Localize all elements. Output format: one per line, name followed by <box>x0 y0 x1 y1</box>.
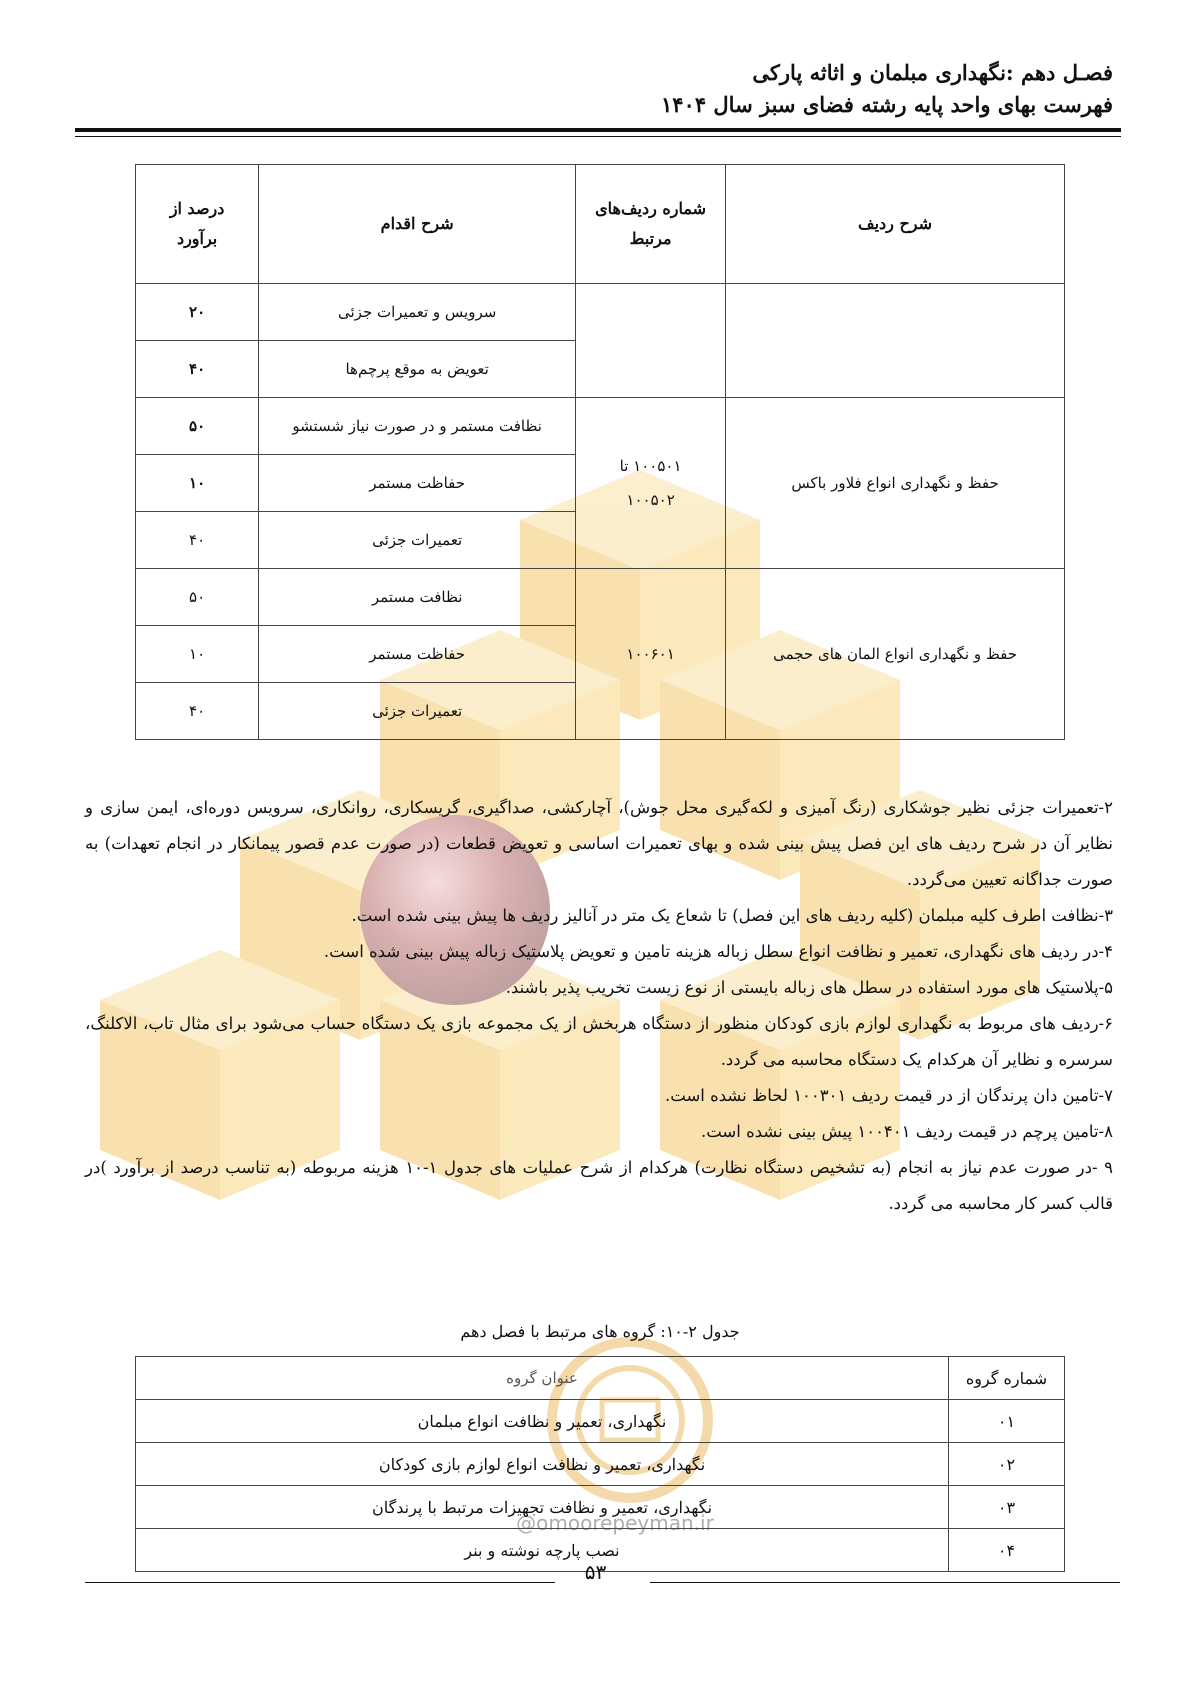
group-title: نگهداری، تعمیر و نظافت انواع مبلمان <box>136 1400 949 1443</box>
percent-cell: ۴۰ <box>136 341 259 398</box>
watermark-text: @omoorepeyman.ir <box>516 1511 714 1535</box>
chapter-title: فصـل دهم :نگهداری مبلمان و اثاثه پارکی <box>752 60 1113 85</box>
action-cell: تعمیرات جزئی <box>259 512 576 569</box>
group-title: نگهداری، تعمیر و نظافت انواع لوازم بازی کودکان <box>136 1443 949 1486</box>
note-7: ۷-تامین دان پرندگان از در قیمت ردیف ۱۰۰۳۰۱ لحاظ نشده است. <box>665 1086 1113 1105</box>
note-8: ۸-تامین پرچم در قیمت ردیف ۱۰۰۴۰۱ پیش بینی نشده است. <box>700 1122 1113 1141</box>
note-2: ۲-تعمیرات جزئی نظیر جوشکاری (رنگ آمیزی و لکه‌گیری محل جوش)، آچارکشی، صداگیری، گریسکاری، روانکاری، سرویس دوره‌ای، ایمن سازی و نظایر آن در شرح ردیف های این فصل پیش بینی شده و بهای تعمیرات اساسی و تعویض قطعات (در صورت عدم قصور پیمانکار در انجام تعهدات) به صورت جداگانه تعیین می‌گردد. <box>85 798 1113 889</box>
group3-related-rows: ۱۰۰۶۰۱ <box>576 569 726 740</box>
table-row <box>136 284 1065 341</box>
action-cell: تعویض به موقع پرچم‌ها <box>259 341 576 398</box>
table-row <box>136 1400 1065 1443</box>
header-related-rows: شماره ردیف‌های مرتبط <box>576 165 726 284</box>
group3-row-desc: حفظ و نگهداری انواع المان های حجمی <box>726 569 1065 740</box>
table-row <box>136 398 1065 455</box>
header-group-number: شماره گروه <box>949 1357 1065 1400</box>
note-6: ۶-ردیف های مربوط به نگهداری لوازم بازی کودکان منظور از دستگاه هربخش از یک مجموعه بازی یک دستگاه حساب می‌شود برای مثال تاب، الاکلنگ، سرسره و نظایر آن هرکدام یک دستگاه محاسبه می گردد. <box>85 1014 1113 1069</box>
percent-cell: ۵۰ <box>136 398 259 455</box>
header-percent: درصد از برآورد <box>136 165 259 284</box>
notes-section <box>85 790 1113 1222</box>
group-number: ۰۲ <box>949 1443 1065 1486</box>
group-number: ۰۱ <box>949 1400 1065 1443</box>
related-groups-table <box>135 1356 1065 1572</box>
header-row-desc: شرح ردیف <box>726 165 1065 284</box>
note-3: ۳-نظافت اطرف کلیه مبلمان (کلیه ردیف های این فصل) تا شعاع یک متر در آنالیز ردیف ها پیش بینی شده است. <box>351 906 1113 925</box>
book-title: فهرست بهای واحد پایه رشته فضای سبز سال ۱۴۰۴ <box>660 92 1113 117</box>
page-number: ۵۳ <box>584 1560 607 1584</box>
percent-cell: ۱۰ <box>136 455 259 512</box>
header-group-title: عنوان گروه <box>136 1357 949 1400</box>
action-cell: تعمیرات جزئی <box>259 683 576 740</box>
action-cell: نظافت مستمر <box>259 569 576 626</box>
table1-header-row <box>136 165 1065 284</box>
header-rule-thin <box>75 136 1121 137</box>
group2-related-rows: ۱۰۰۵۰۱ تا ۱۰۰۵۰۲ <box>576 398 726 569</box>
action-cell: حفاظت مستمر <box>259 455 576 512</box>
note-4: ۴-در ردیف های نگهداری، تعمیر و نظافت انواع سطل زباله هزینه تامین و تعویض پلاستیک زباله پیش بینی شده است. <box>323 942 1113 961</box>
table-row <box>136 1443 1065 1486</box>
percent-cell: ۴۰ <box>136 512 259 569</box>
group1-related-rows <box>576 284 726 398</box>
action-cell: حفاظت مستمر <box>259 626 576 683</box>
percent-cell: ۴۰ <box>136 683 259 740</box>
note-5: ۵-پلاستیک های مورد استفاده در سطل های زباله بایستی از نوع زیست تخریب پذیر باشند. <box>505 978 1113 997</box>
table2-caption: جدول ۲-۱۰: گروه های مرتبط با فصل دهم <box>460 1322 740 1341</box>
group-number: ۰۳ <box>949 1486 1065 1529</box>
header-rule-thick <box>75 128 1121 132</box>
group-title: نصب پارچه نوشته و بنر <box>136 1529 949 1572</box>
action-cell: سرویس و تعمیرات جزئی <box>259 284 576 341</box>
table2-header-row <box>136 1357 1065 1400</box>
page-header <box>661 58 1113 122</box>
percent-cell: ۱۰ <box>136 626 259 683</box>
group1-row-desc <box>726 284 1065 398</box>
group2-row-desc: حفظ و نگهداری انواع فلاور باکس <box>726 398 1065 569</box>
table-row <box>136 1486 1065 1529</box>
percent-cell: ۲۰ <box>136 284 259 341</box>
group-number: ۰۴ <box>949 1529 1065 1572</box>
action-cell: نظافت مستمر و در صورت نیاز شستشو <box>259 398 576 455</box>
group-title: نگهداری، تعمیر و نظافت تجهیزات مرتبط با پرندگان <box>136 1486 949 1529</box>
maintenance-percentage-table <box>135 164 1065 740</box>
percent-cell: ۵۰ <box>136 569 259 626</box>
header-action-desc: شرح اقدام <box>259 165 576 284</box>
note-9: ۹ -در صورت عدم نیاز به انجام (به تشخیص دستگاه نظارت) هرکدام از شرح عملیات های جدول ۱-۱۰ هزینه مربوطه (به تناسب درصد از برآورد )در قالب کسر کار محاسبه می گردد. <box>85 1158 1113 1213</box>
table-row <box>136 569 1065 626</box>
